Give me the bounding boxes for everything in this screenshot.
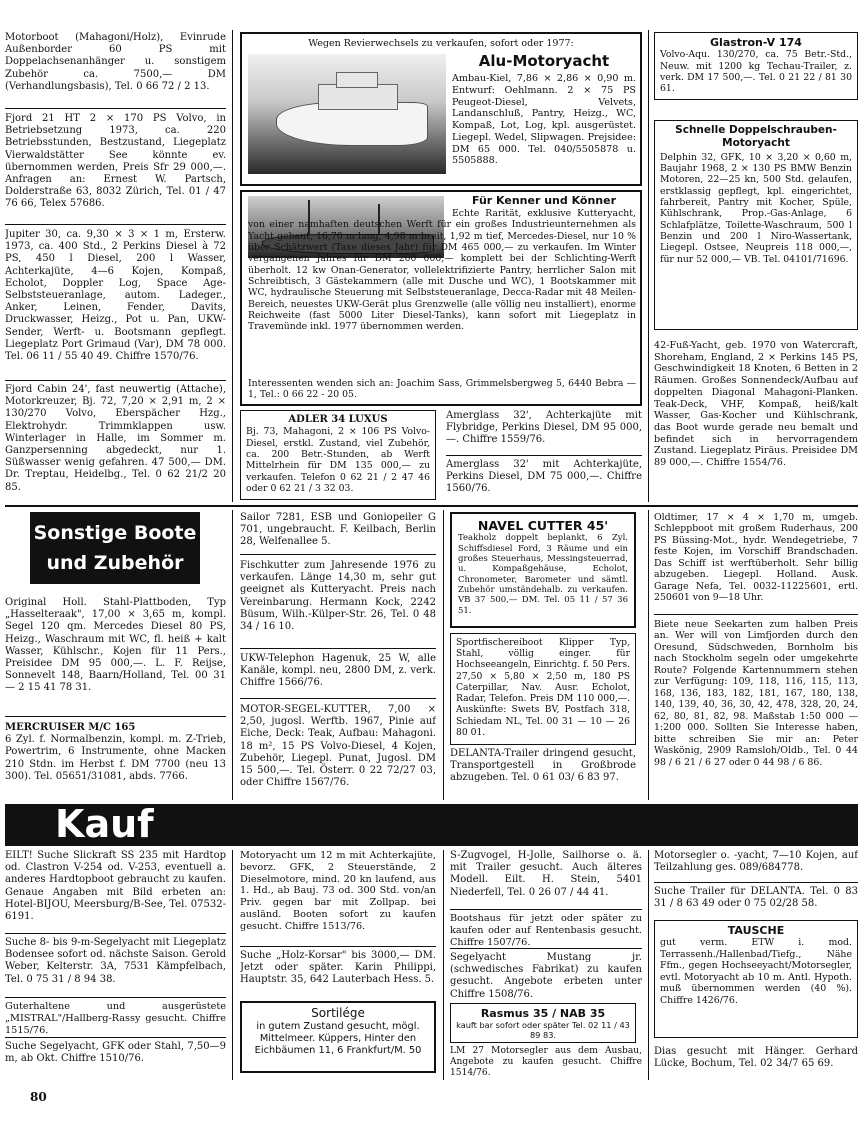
ad-rasmus — [450, 1003, 636, 1043]
ad-text: Delphin 32, GFK, 10 × 3,20 × 0,60 m, Baujahr 1968, 2 × 130 PS BMW Benzin Motoren, 22—25 kn, 500 Std. gelaufen, erstklassig gepflegt, kpl. eingerichtet, fahrbereit, Pantry mit Kocher, Spüle, Kühlschrank, Prop.-Gas-Anlage, 6 Schlafplätze, Toilette-Waschraum, 500 l Benzin und 200 l Niro-Wassertank, Liegepl. Ostsee, Neupreis 118 000,—, für nur 52 000,— VB. Tel. 04101/71696. — [660, 151, 852, 265]
ad-mistral — [5, 1001, 226, 1035]
ad-dias — [654, 1046, 858, 1078]
ad-suche-segelyacht-gfk — [5, 1041, 226, 1075]
column-rule — [648, 30, 649, 502]
ad-motorsegler — [654, 850, 858, 884]
ad-tausche — [654, 920, 858, 1038]
ad-text: Fischkutter zum Jahresende 1976 zu verkaufen. Länge 14,30 m, sehr gut geeignet als Kutteryacht. Preis nach Vereinbarung. Hermann Kock, 2242 Büsum, Wilh.-Külper-Str. 26, Tel. 0 48 34 / 16 10. — [240, 560, 436, 632]
divider — [5, 716, 226, 717]
divider — [5, 933, 226, 934]
divider — [5, 997, 226, 998]
ad-text: S-Zugvogel, H-Jolle, Sailhorse o. ä. mit Trailer gesucht. Auch älteres Modell. Eilt. H. Stein, 5401 Niederfell, Tel. 0 26 07 / 44 41. — [450, 850, 642, 898]
divider — [5, 224, 226, 225]
ad-mustang — [450, 952, 642, 1000]
ad-text: Teakholz doppelt beplankt, 6 Zyl. Schiffsdiesel Ford, 3 Räume und ein großes Steuerhaus, Messingsteuerrad, u. Kompaßgehäuse, Echolot, Chronometer, Barometer und sämtl. Zubehör umständehalb. zu verkaufen. VB 37 500,— DM. Tel. 05 11 / 57 36 51. — [458, 533, 628, 616]
ad-text: Motorsegler o. -yacht, 7—10 Kojen, auf Teilzahlung ges. 089/684778. — [654, 850, 858, 874]
ad-text: Volvo-Aqu. 130/270, ca. 75 Betr.-Std., Neuw. mit 1200 kg Techau-Trailer, z. verk. DM 17 500,—. Tel. 0 21 22 / 81 30 61. — [660, 49, 852, 95]
divider — [654, 614, 858, 615]
ad-title: Für Kenner und Könner — [471, 194, 617, 207]
ad-text: Suche Segelyacht, GFK oder Stahl, 7,50—9 m, ab Okt. Chiffre 1510/76. — [5, 1041, 226, 1065]
ad-text: Amerglass 32', Achterkajüte mit Flybridge, Perkins Diesel, DM 95 000,—. Chiffre 1559/76. — [446, 410, 642, 446]
ad-title: MERCRUISER M/C 165 — [5, 722, 136, 733]
banner-line: Sonstige Boote — [33, 522, 197, 544]
ad-oldtimer — [654, 512, 858, 612]
page-number: 80 — [30, 1090, 47, 1104]
ad-text: Suche „Holz-Korsar" bis 3000,— DM. Jetzt oder später. Karin Philippi, Hauptstr. 35, 642 Lauterbach Hess. 5. — [240, 950, 436, 986]
ad-text: Bootshaus für jetzt oder später zu kaufen oder auf Rentenbasis gesucht. Chiffre 1507/76. — [450, 913, 642, 947]
column-rule — [232, 510, 233, 800]
ad-text: Suche Trailer für DELANTA. Tel. 0 83 31 / 8 63 49 oder 0 75 02/28 58. — [654, 886, 858, 910]
divider — [450, 909, 642, 910]
ad-title: Sortilége — [311, 1006, 365, 1020]
ad-schnelle-motoryacht — [654, 120, 858, 330]
ad-navel-cutter — [450, 512, 636, 628]
divider — [5, 1037, 226, 1038]
ad-title: ADLER 34 LUXUS — [288, 414, 388, 425]
ad-text: gut verm. ETW i. mod. Terrassenh./Hallenbad/Tiefg., Nähe Ffm., gegen Hochseeyacht/Motorsegler, evtl. Motoryacht ab 10 m. Antl. Hypoth. muß übernommen werden (40 %). Chiffre 1426/76. — [660, 937, 852, 1006]
ad-amerglass-flybridge — [446, 410, 642, 452]
column-rule — [443, 510, 444, 800]
ad-text: Original Holl. Stahl-Plattboden, Typ „Hasselteraak", 17,00 × 3,65 m, kompl. Segel 120 qm. Mercedes Diesel 80 PS, Heizg., Waschraum mit WC, fl. heiß + kalt Wasser, Kühlschr., Kojen für 11 Pers., Preisidee DM 95 000,—. L. F. Reijse, Sonnevelt 148, Baarn/Holland, Tel. 00 31 — 2 15 41 78 31. — [5, 597, 226, 694]
ad-bootshaus — [450, 913, 642, 947]
ad-text: DELANTA-Trailer dringend gesucht, Transportgestell in Großbrode abzugeben. Tel. 0 61 03/ 6 83 97. — [450, 748, 636, 784]
ad-alu-motoryacht — [240, 32, 642, 186]
ad-text: MOTOR-SEGEL-KUTTER, 7,00 × 2,50, jugosl. Werftb. 1967, Pinie auf Eiche, Deck: Teak, Aufbau: Mahagoni. 18 m², 15 PS Volvo-Diesel, 4 Kojen, Zubehör, Liegepl. Punat, Jugosl. DM 15 500,—. Tel. Österr. 0 22 72/27 03, oder Chiffre 1567/76. — [240, 704, 436, 789]
divider — [240, 554, 436, 555]
ad-seekarten — [654, 619, 858, 799]
ad-contact: Interessenten wenden sich an: Joachim Sass, Grimmelsbergweg 5, 6440 Bebra — 1, Tel.: 0 66 22 - 20 05. — [248, 378, 636, 401]
ad-sailor — [240, 512, 436, 550]
ad-motor-segel-kutter — [240, 704, 436, 800]
banner-sonstige-boote — [30, 512, 200, 584]
banner-line: und Zubehör — [46, 552, 184, 574]
ad-text: Motoryacht um 12 m mit Achterkajüte, bevorz. GFK, 2 Steuerstände, 2 Dieselmotore, mind. 20 kn laufend, aus 1. Hd., ab Bauj. 73 od. 300 Std. von/an Priv. gegen bar mit Zollpap. bei ausländ. Booten sofort zu kaufen gesucht. Chiffre 1513/76. — [240, 850, 436, 932]
column-rule — [232, 30, 233, 502]
kauf-banner-title: Kauf — [55, 802, 154, 846]
ad-title: NAVEL CUTTER 45' — [477, 518, 609, 533]
column-rule — [648, 510, 649, 800]
ad-text: UKW-Telephon Hagenuk, 25 W, alle Kanäle, kompl. neu, 2800 DM, z. verk. Chiffre 1566/76. — [240, 653, 436, 689]
ad-fjord-cabin — [5, 384, 226, 496]
ad-text: Fjord 21 HT 2 × 170 PS Volvo, in Betriebsetzung 1973, ca. 220 Betriebsstunden, Bestzustand, Liegeplatz Vierwaldstätter See könnte ev. übernommen werden, Preis Sfr 29 000,—. Anfragen an: Ernest W. Partsch, Dolderstraße 63, 8032 Zürich, Tel. 01 / 47 76 66, Telex 57686. — [5, 113, 226, 210]
column-rule — [232, 850, 233, 1080]
section-rule — [5, 505, 858, 507]
divider — [450, 948, 642, 949]
ad-fjord21 — [5, 113, 226, 221]
ad-text: 6 Zyl. f. Normalbenzin, kompl. m. Z-Trieb, Powertrim, 6 Instrumente, ohne Macken 210 Stdn. im Herbst f. DM 7700 (neu 13 300). Tel. 05651/31081, abds. 7766. — [5, 734, 226, 782]
ad-title: Alu-Motoryacht — [478, 52, 610, 70]
ad-adler — [240, 410, 436, 500]
ad-text: in gutem Zustand gesucht, mögl. Mittelmeer. Küppers, Hinter den Eichbäumen 11, 6 Frankfurt/M. 50 — [254, 1020, 422, 1056]
ad-eilt-slickraft — [5, 850, 226, 930]
ad-title: TAUSCHE — [727, 924, 785, 937]
ad-motoryacht-12m — [240, 850, 436, 944]
ad-intro: Wegen Revierwechsels zu verkaufen, sofort oder 1977: — [308, 38, 574, 49]
divider — [240, 698, 436, 699]
ad-holz-korsar — [240, 950, 436, 998]
ad-text: Motorboot (Mahagoni/Holz), Evinrude Außenborder 60 PS mit Doppelachsenanhänger u. sonstigem Zubehör ca. 7500,— DM (Verhandlungsbasis), Tel. 0 66 72 / 2 13. — [5, 32, 226, 92]
ad-glastron — [654, 32, 858, 100]
ad-text: Jupiter 30, ca. 9,30 × 3 × 1 m, Ersterw. 1973, ca. 400 Std., 2 Perkins Diesel à 72 PS, 450 l Diesel, 200 l Wasser, Achterkajüte, 4—6 Kojen, Kompaß, Echolot, Doppler Log, Space Age-Selbststeueranlage, autom. Ladeger., Anker, Leinen, Fender, Davits, Druckwasser, Heizg., Pot u. Pan, UKW-Sender, Werft- u. Bootsmann gepflegt. Liegeplatz Port Grimaud (Var), DM 78 000. Tel. 06 11 / 55 40 49. Chiffre 1570/76. — [5, 229, 226, 362]
ad-text: Ambau-Kiel, 7,86 × 2,86 × 0,90 m. Entwurf: Oehlmann. 2 × 75 PS Peugeot-Diesel, Velvets, Landanschluß, Pantry, Heizg., WC, Kompaß, Lot, Log, kpl. ausgerüstet. Liegepl. Wedel, Slipwagen. Prejsidee: DM 65 000. Tel. 040/5505878 u. 5505888. — [452, 73, 636, 167]
ad-text: EILT! Suche Slickraft SS 235 mit Hardtop od. Clastron V-254 od. V-253, eventuell a. anderes Hardtopboot gebraucht zu kaufen. Genaue Angaben mit Bild erbeten an: Hotel-BIJOU, Meersburg/B-See, Tel. 07532-6191. — [5, 850, 226, 922]
ad-plattboden — [5, 597, 226, 707]
ad-42-fuss-yacht — [654, 340, 858, 500]
ad-text: Bj. 73, Mahagoni, 2 × 106 PS Volvo-Diesel, erstkl. Zustand, viel Zubehör, ca. 200 Betr.-Stunden, ab Werft Mittelrhein für DM 135 000,— zu verkaufen. Telefon 0 62 21 / 2 47 46 oder 0 62 21 / 3 32 03. — [246, 426, 430, 494]
divider — [240, 946, 436, 947]
ad-text: Amerglass 32' mit Achterkajüte, Perkins Diesel, DM 75 000,—. Chiffre 1560/76. — [446, 459, 642, 495]
ad-title: Rasmus 35 / NAB 35 — [480, 1007, 606, 1020]
ad-text: 42-Fuß-Yacht, geb. 1970 von Watercraft, Shoreham, England, 2 × Perkins 145 PS, Geschwindigkeit 18 Knoten, 6 Betten in 2 Räumen. Großes Sonnendeck/Aufbau auf doppelten Diagonal Mahagoni-Planken. Teak-Deck, VHF, Kompaß, heiß/kalt Wasser, Gas-Kocher und Kühlschrank, das Boot wurde gerade neu bemalt und befindet sich in hervorragendem Zustand. Liegeplatz Piräus. Preisidee DM 89 000,—. Chiffre 1554/76. — [654, 340, 858, 469]
ad-motorboot-mahagoni — [5, 32, 226, 102]
divider — [446, 455, 642, 456]
ad-text: Sailor 7281, ESB und Goniopeiler G 701, ungebraucht. F. Keilbach, Berlin 28, Welfenallee 5. — [240, 512, 436, 548]
ad-text: Guterhaltene und ausgerüstete „MISTRAL"/Hallberg-Rassy gesucht. Chiffre 1515/76. — [5, 1001, 226, 1035]
ad-ukw-telephon — [240, 653, 436, 693]
divider — [5, 380, 226, 381]
ad-suche-trailer-delanta — [654, 886, 858, 918]
column-rule — [443, 850, 444, 1080]
divider — [240, 648, 436, 649]
ad-text: Fjord Cabin 24', fast neuwertig (Attache), Motorkreuzer, Bj. 72, 7,20 × 2,91 m, 2 × 130/270 Volvo, Eberspächer Hzg., Elektrohydr. Trimmklappen usw. Winterlager in Halle, im Sommer m. Ganzpersenning abgedeckt, nur 1. Süßwasser wenig gefahren. 47 500,— DM. Dr. Treptau, Heidelbg., Tel. 0 62 21/2 20 85. — [5, 384, 226, 493]
ad-text: Echte Rarität, exklusive Kutteryacht, von einer namhaften deutschen Werft für ein großes Industrieunternehmen als Yacht gebaut, 16,70 m lang, 4,98 m breit, 1,92 m tief, Mercedes-Diesel, nur 10 % über Schätzwert (Taxe dieses Jahr) für DM 465 000,— zu verkaufen. Im Winter vergangenen Jahres für DM 200 000,— komplett bei der Schlichting-Werft überholt. 12 kw Onan-Generator, vollelektrifizierte Pantry, herrlicher Salon mit Schreibtisch, 3 Gästekammern (alle mit Dusche und WC), 1 Bootskammer mit WC, hydraulische Steuerung mit Selbststeueranlage, Decca-Radar mit 48 Meilen-Bereich, neuestes UKW-Gerät plus Grenzwelle (alle völlig neu installiert), enorme Reichweite (fast 5000 Liter Diesel-Tanks), kann sofort mit Liegeplatz in Travemünde inkl. 1977 übernommen werden. — [248, 208, 636, 333]
ad-sportfischereiboot — [450, 633, 636, 745]
ad-fischkutter — [240, 560, 436, 642]
ad-s-zugvogel — [450, 850, 642, 906]
ad-text: kauft bar sofort oder später Tel. 02 11 / 43 89 83. — [456, 1020, 630, 1041]
ad-title: Glastron-V 174 — [710, 36, 802, 49]
divider — [654, 882, 858, 883]
ad-sortilege — [240, 1001, 436, 1073]
ad-text: Suche 8- bis 9-m-Segelyacht mit Liegeplatz Bodensee sofort od. nächste Saison. Gerold Weber, Kelterstr. 3A, 7531 Kämpfelbach, Tel. 0 75 31 / 8 94 38. — [5, 937, 226, 985]
ad-suche-segelyacht-bodensee — [5, 937, 226, 993]
ad-text: Biete neue Seekarten zum halben Preis an. Wer will von Limfjorden durch den Oresund, Südschweden, Bornholm bis nach Stockholm segeln oder umgekehrte Route? Folgende Kartennummern stehen zur Verfügung: 109, 118, 116, 115, 113, 168, 136, 183, 182, 181, 167, 180, 138, 140, 139, 40, 36, 30, 42, 478, 328, 20, 24, 62, 80, 81, 82, 98. Maßstab 1:50 000 — 1:200 000. Sollten Sie Interesse haben, bitte schreiben Sie mir an: Peter Waskönig, 2909 Ramsloh/Oldb., Tel. 0 44 98 / 6 21 / 6 27 oder 0 44 98 / 6 86. — [654, 619, 858, 768]
ad-text: LM 27 Motorsegler aus dem Ausbau, Angebote zu kaufen gesucht. Chiffre 1514/76. — [450, 1046, 642, 1078]
ad-lm27 — [450, 1046, 642, 1078]
ad-jupiter — [5, 229, 226, 377]
ad-amerglass-achterkajuete — [446, 459, 642, 501]
ad-mercruiser — [5, 722, 226, 794]
column-rule — [648, 850, 649, 1080]
ad-text: Sportfischereiboot Klipper Typ, Stahl, völlig einger. für Hochseeangeln, Einrichtg. f. 50 Pers. 27,50 × 5,80 × 2,50 m, 180 PS Caterpillar, Nav. Ausr. Echolot, Radar, Telefon. Preis DM 110 000,—. Auskünfte: Swets BV, Postfach 318, Schiedam NL, Tel. 00 31 — 10 — 26 80 01. — [456, 637, 630, 738]
yacht-photo — [248, 54, 446, 174]
ad-title: Schnelle Doppelschrauben-Motoryacht — [675, 124, 837, 149]
ad-text: Segelyacht Mustang jr. (schwedisches Fabrikat) zu kaufen gesucht. Angebote erbeten unter Chiffre 1508/76. — [450, 952, 642, 1000]
divider — [5, 108, 226, 109]
ad-text: Oldtimer, 17 × 4 × 1,70 m, umgeb. Schleppboot mit großem Ruderhaus, 200 PS Büssing-Mot., hydr. Wendegetriebe, 7 feste Kojen, im Vorschiff Brandschaden. Das Schiff ist werftüberholt. Sehr billig abzugeben. Liegepl. Holland. Ausk. Garage Nefa, Tel. 0032-11225601, ertl. 250601 von 9—18 Uhr. — [654, 512, 858, 604]
ad-text: Dias gesucht mit Hänger. Gerhard Lücke, Bochum, Tel. 02 34/7 65 69. — [654, 1046, 858, 1070]
ad-delanta-trailer — [450, 748, 636, 798]
ad-kenner-koenner — [240, 190, 642, 406]
